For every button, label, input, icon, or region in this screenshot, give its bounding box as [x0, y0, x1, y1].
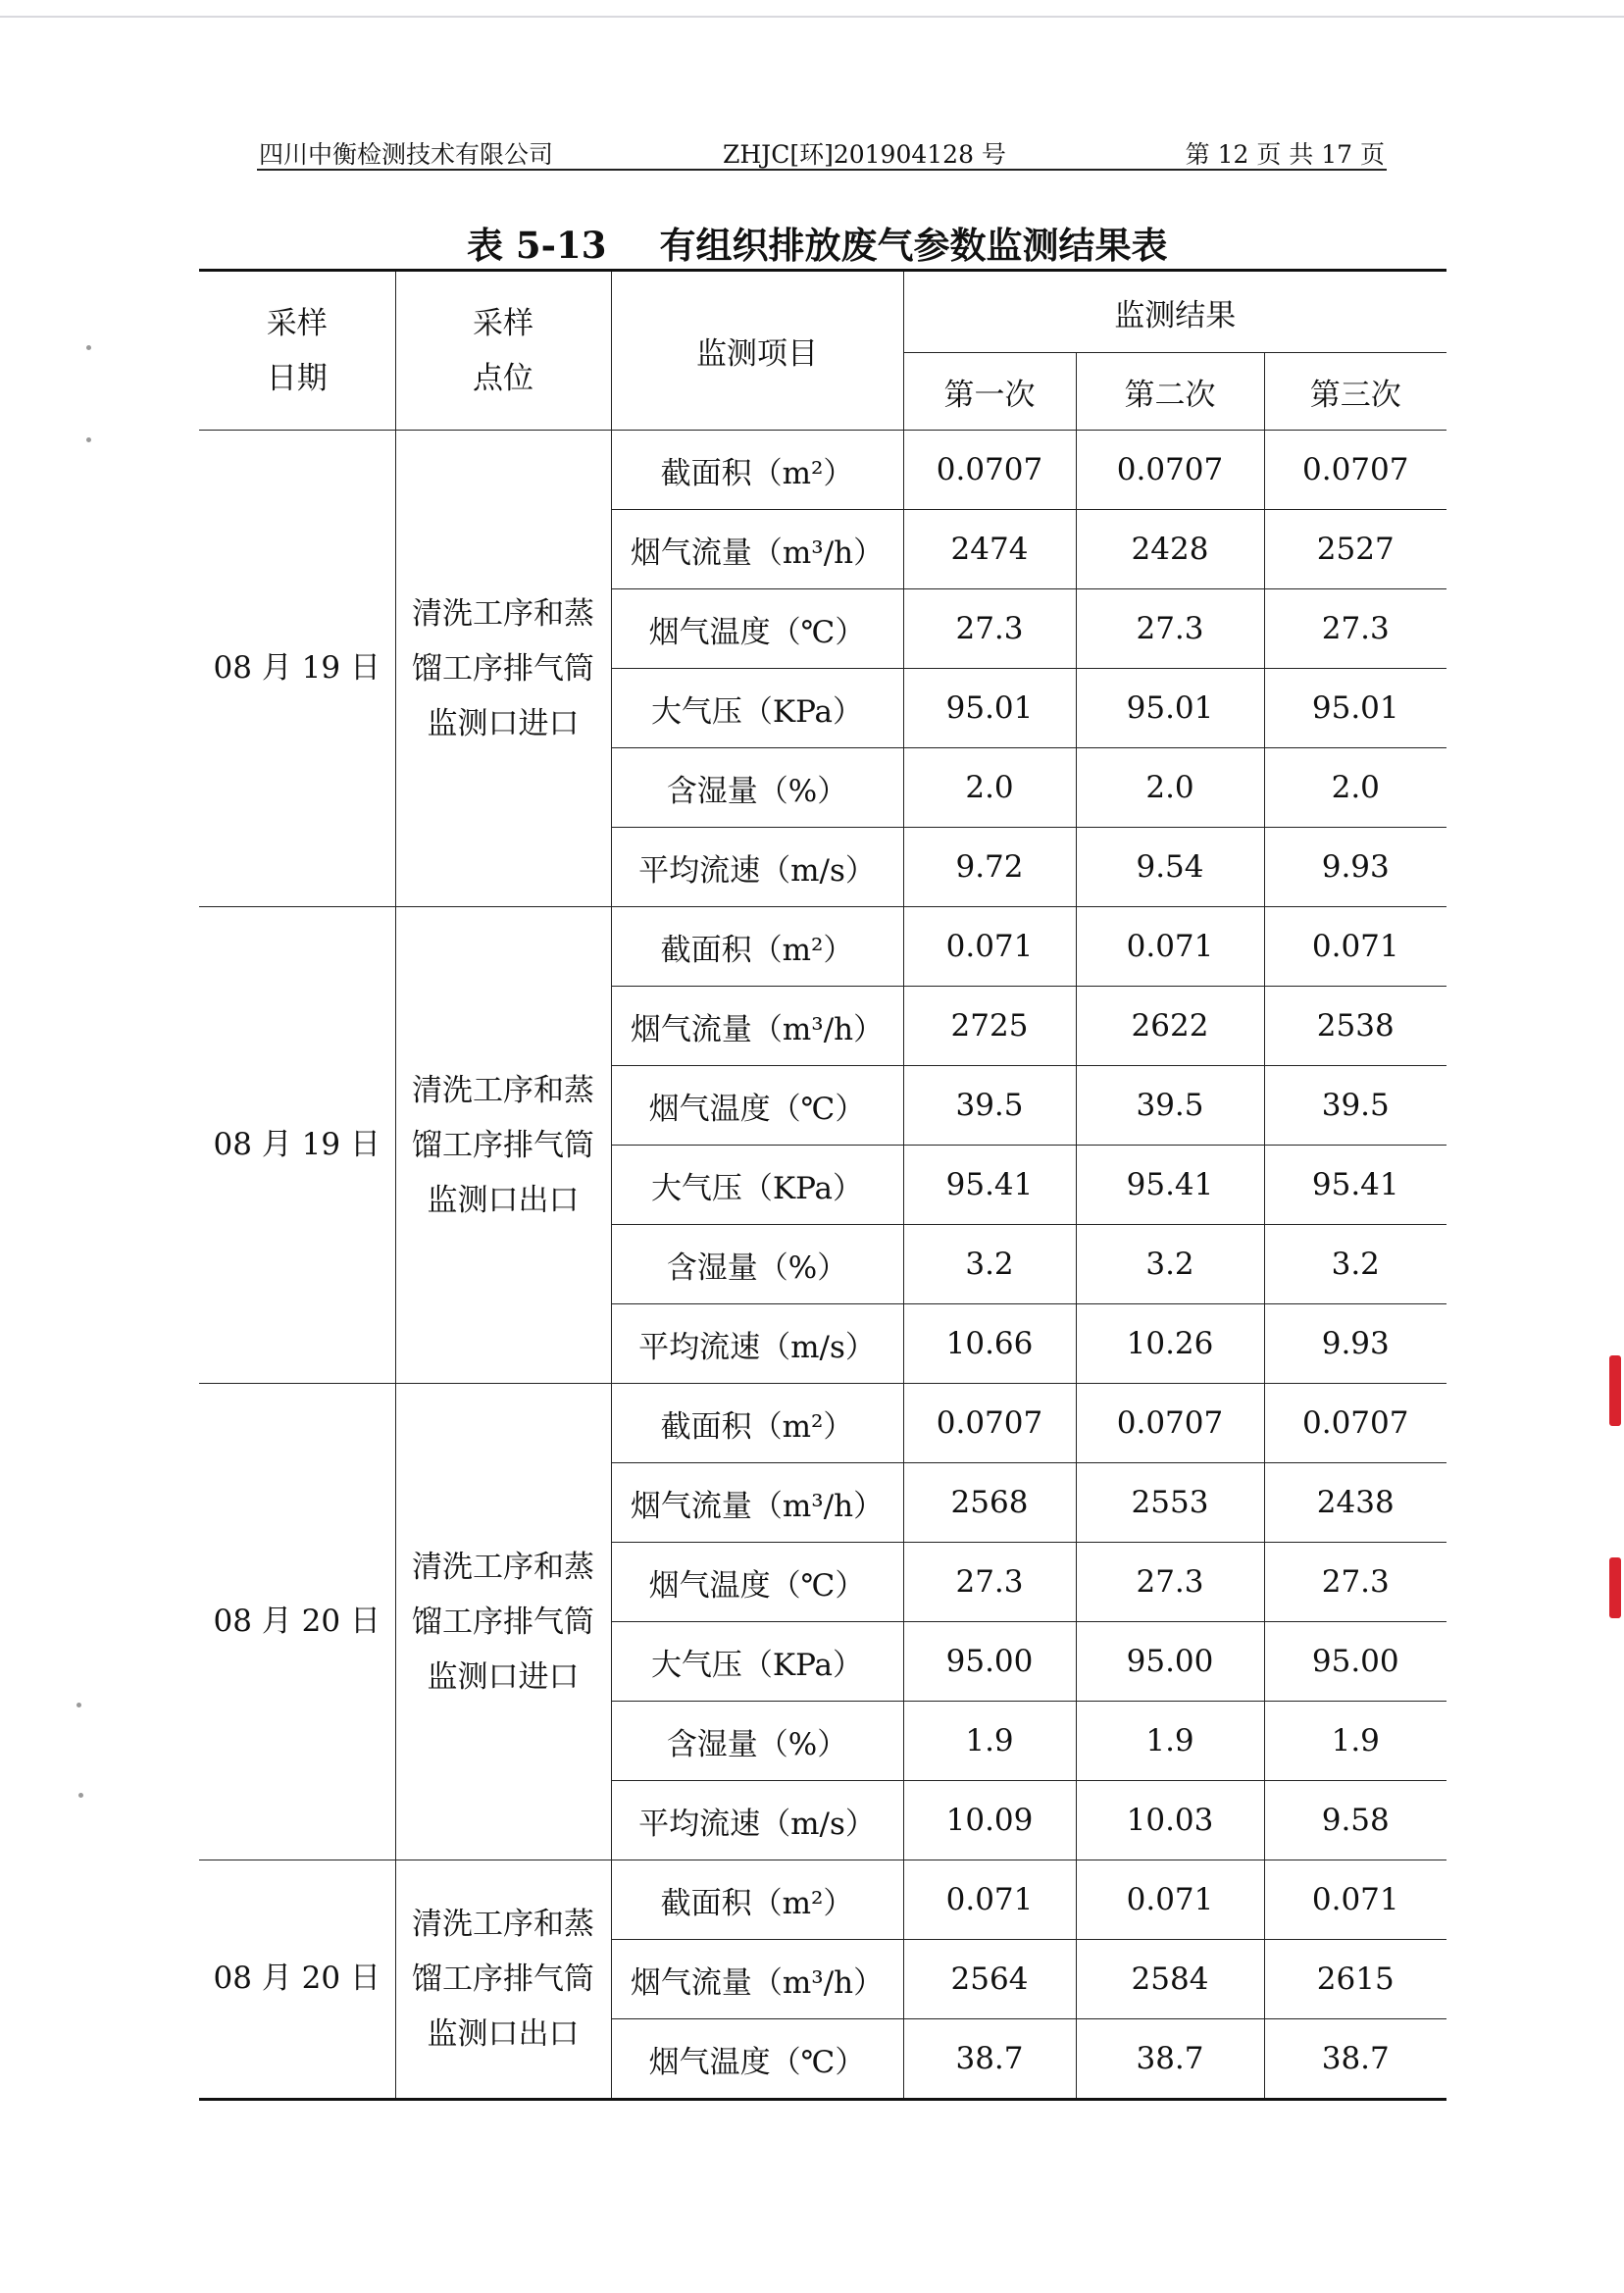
table-header: [199, 271, 1446, 431]
result-run2: 2553: [1076, 1463, 1264, 1543]
result-run2: 27.3: [1076, 1543, 1264, 1622]
result-run3: 39.5: [1264, 1066, 1446, 1146]
result-run2: 27.3: [1076, 589, 1264, 669]
monitoring-item: 大气压（KPa）: [611, 1146, 903, 1225]
col-header-date: 采样 日期: [199, 271, 395, 431]
result-run2: 3.2: [1076, 1225, 1264, 1304]
result-run1: 95.01: [903, 669, 1076, 748]
col-header-run1: 第一次: [903, 353, 1076, 431]
page-header: [257, 126, 1387, 171]
monitoring-item: 截面积（m²）: [611, 431, 903, 510]
page-number: 第 12 页 共 17 页: [1185, 140, 1385, 169]
result-run1: 1.9: [903, 1702, 1076, 1781]
result-run2: 10.03: [1076, 1781, 1264, 1860]
monitoring-item: 烟气流量（m³/h）: [611, 1463, 903, 1543]
monitoring-item: 含湿量（%）: [611, 748, 903, 828]
table-number: 表 5-13: [467, 224, 607, 267]
result-run2: 95.41: [1076, 1146, 1264, 1225]
result-run2: 2622: [1076, 987, 1264, 1066]
scan-top-edge: [0, 16, 1624, 18]
result-run2: 39.5: [1076, 1066, 1264, 1146]
monitoring-item: 大气压（KPa）: [611, 1622, 903, 1702]
result-run3: 27.3: [1264, 1543, 1446, 1622]
monitoring-item: 平均流速（m/s）: [611, 1781, 903, 1860]
result-run1: 0.071: [903, 907, 1076, 987]
scan-speck: [86, 437, 91, 442]
result-run2: 38.7: [1076, 2019, 1264, 2100]
sample-site: 清洗工序和蒸 馏工序排气筒 监测口出口: [395, 1860, 611, 2100]
col-header-run2: 第二次: [1076, 353, 1264, 431]
result-run1: 2474: [903, 510, 1076, 589]
result-run1: 95.00: [903, 1622, 1076, 1702]
monitoring-item: 烟气温度（℃）: [611, 1066, 903, 1146]
monitoring-item: 含湿量（%）: [611, 1225, 903, 1304]
result-run2: 2.0: [1076, 748, 1264, 828]
monitoring-item: 烟气温度（℃）: [611, 1543, 903, 1622]
sample-date: 08 月 19 日: [199, 431, 395, 907]
result-run3: 95.01: [1264, 669, 1446, 748]
monitoring-item: 平均流速（m/s）: [611, 828, 903, 907]
result-run1: 0.0707: [903, 431, 1076, 510]
result-run1: 2568: [903, 1463, 1076, 1543]
result-run2: 95.01: [1076, 669, 1264, 748]
result-run3: 95.00: [1264, 1622, 1446, 1702]
col-header-site: 采样 点位: [395, 271, 611, 431]
result-run2: 0.071: [1076, 1860, 1264, 1940]
result-run2: 0.0707: [1076, 1384, 1264, 1463]
monitoring-item: 大气压（KPa）: [611, 669, 903, 748]
scan-speck: [76, 1703, 81, 1707]
table-title: [467, 216, 1167, 269]
result-run2: 2584: [1076, 1940, 1264, 2019]
result-run1: 2564: [903, 1940, 1076, 2019]
sample-site: 清洗工序和蒸 馏工序排气筒 监测口出口: [395, 907, 611, 1384]
scan-speck: [86, 345, 91, 350]
monitoring-item: 烟气温度（℃）: [611, 2019, 903, 2100]
result-run3: 9.58: [1264, 1781, 1446, 1860]
result-run3: 1.9: [1264, 1702, 1446, 1781]
table-row: [199, 431, 1446, 510]
sample-date: 08 月 20 日: [199, 1860, 395, 2100]
scan-speck: [78, 1793, 83, 1798]
col-header-item: 监测项目: [611, 271, 903, 431]
result-run3: 38.7: [1264, 2019, 1446, 2100]
result-run1: 39.5: [903, 1066, 1076, 1146]
result-run1: 38.7: [903, 2019, 1076, 2100]
red-seal-edge: [1609, 1355, 1621, 1426]
result-run2: 1.9: [1076, 1702, 1264, 1781]
result-run1: 10.66: [903, 1304, 1076, 1384]
red-seal-edge: [1609, 1557, 1621, 1618]
report-code: ZHJC[环]201904128 号: [723, 140, 1006, 169]
result-run3: 9.93: [1264, 828, 1446, 907]
result-run2: 0.0707: [1076, 431, 1264, 510]
monitoring-item: 截面积（m²）: [611, 907, 903, 987]
sample-date: 08 月 19 日: [199, 907, 395, 1384]
result-run2: 2428: [1076, 510, 1264, 589]
result-run3: 2527: [1264, 510, 1446, 589]
result-run1: 95.41: [903, 1146, 1076, 1225]
result-run1: 10.09: [903, 1781, 1076, 1860]
result-run1: 2.0: [903, 748, 1076, 828]
monitoring-item: 含湿量（%）: [611, 1702, 903, 1781]
result-run1: 2725: [903, 987, 1076, 1066]
result-run2: 9.54: [1076, 828, 1264, 907]
monitoring-item: 平均流速（m/s）: [611, 1304, 903, 1384]
monitoring-item: 截面积（m²）: [611, 1860, 903, 1940]
result-run3: 2438: [1264, 1463, 1446, 1543]
company-name: 四川中衡检测技术有限公司: [259, 140, 554, 169]
sample-site: 清洗工序和蒸 馏工序排气筒 监测口进口: [395, 1384, 611, 1860]
result-run3: 9.93: [1264, 1304, 1446, 1384]
sample-date: 08 月 20 日: [199, 1384, 395, 1860]
result-run1: 27.3: [903, 589, 1076, 669]
table-row: [199, 1860, 1446, 1940]
result-run3: 2.0: [1264, 748, 1446, 828]
result-run3: 3.2: [1264, 1225, 1446, 1304]
result-run1: 0.071: [903, 1860, 1076, 1940]
result-run1: 0.0707: [903, 1384, 1076, 1463]
result-run3: 0.0707: [1264, 431, 1446, 510]
result-run1: 3.2: [903, 1225, 1076, 1304]
table-row: [199, 1384, 1446, 1463]
result-run3: 27.3: [1264, 589, 1446, 669]
col-header-result: 监测结果: [903, 271, 1446, 353]
monitoring-item: 烟气流量（m³/h）: [611, 510, 903, 589]
monitoring-item: 截面积（m²）: [611, 1384, 903, 1463]
monitoring-item: 烟气流量（m³/h）: [611, 1940, 903, 2019]
sample-site: 清洗工序和蒸 馏工序排气筒 监测口进口: [395, 431, 611, 907]
result-run3: 0.071: [1264, 1860, 1446, 1940]
result-run3: 95.41: [1264, 1146, 1446, 1225]
monitoring-item: 烟气流量（m³/h）: [611, 987, 903, 1066]
result-run3: 2538: [1264, 987, 1446, 1066]
result-run3: 0.071: [1264, 907, 1446, 987]
result-run1: 9.72: [903, 828, 1076, 907]
result-run3: 2615: [1264, 1940, 1446, 2019]
result-run2: 95.00: [1076, 1622, 1264, 1702]
monitoring-item: 烟气温度（℃）: [611, 589, 903, 669]
result-run2: 0.071: [1076, 907, 1264, 987]
exhaust-parameter-table: [199, 269, 1446, 2101]
result-run1: 27.3: [903, 1543, 1076, 1622]
table-title-text: 有组织排放废气参数监测结果表: [659, 224, 1168, 267]
table-row: [199, 907, 1446, 987]
result-run3: 0.0707: [1264, 1384, 1446, 1463]
table-body: [199, 431, 1446, 2100]
col-header-run3: 第三次: [1264, 353, 1446, 431]
result-run2: 10.26: [1076, 1304, 1264, 1384]
